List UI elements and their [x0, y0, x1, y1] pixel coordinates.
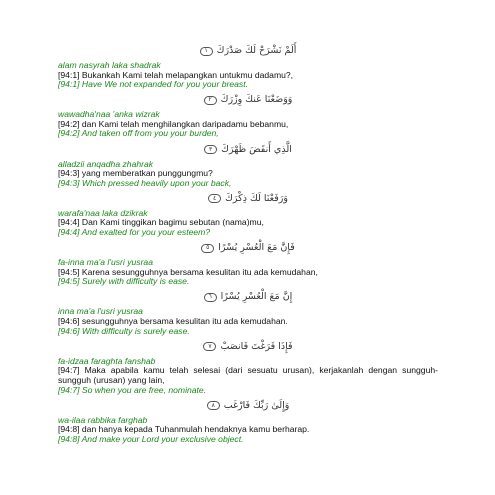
- verse-number-icon: ٣: [204, 145, 217, 154]
- arabic-line: [58, 241, 438, 255]
- arabic-line: [58, 44, 438, 58]
- indonesian-translation: [94:7] Maka apabila kamu telah selesai (dari sesuatu urusan), kerjakanlah dengan sungguh-sungguh (urusan) yang lain,: [58, 365, 438, 385]
- transliteration: warafa'naa laka dzikrak: [58, 207, 148, 218]
- verse-number-icon: ٥: [201, 244, 214, 253]
- indonesian-translation: [94:8] dan hanya kepada Tuhanmulah hendaknya kamu berharap.: [58, 424, 310, 435]
- english-translation: [94:8] And make your Lord your exclusive object.: [58, 433, 244, 444]
- transliteration: fa-inna ma'a l'usri yusraa: [58, 257, 153, 268]
- arabic-text: وَوَضَعْنَا عَنكَ وِزْرَكَ: [220, 94, 293, 106]
- english-translation: [94:1] Have We not expanded for you your breast.: [58, 79, 248, 90]
- surah-document: [58, 44, 438, 448]
- transliteration: wa-ilaa rabbika farghab: [58, 414, 148, 425]
- arabic-line: [58, 399, 438, 413]
- indonesian-translation: [94:6] sesungguhnya bersama kesulitan itu ada kemudahan.: [58, 316, 288, 327]
- verse-94-1: [58, 44, 438, 93]
- arabic-text: فَإِنَّ مَعَ الْعُسْرِ يُسْرًا: [218, 242, 295, 254]
- arabic-text: فَإِذَا فَرَغْتَ فَانصَبْ: [220, 340, 293, 352]
- verse-number-icon: ٢: [204, 96, 217, 105]
- arabic-text: وَرَفَعْنَا لَكَ ذِكْرَكَ: [225, 192, 288, 204]
- transliteration: alam nasyrah laka shadrak: [58, 60, 161, 70]
- arabic-line: [58, 93, 438, 107]
- transliteration: inna ma'a l'usri yusraa: [58, 306, 143, 317]
- arabic-line: [58, 192, 438, 206]
- arabic-text: أَلَمْ نَشْرَحْ لَكَ صَدْرَكَ: [216, 45, 297, 56]
- arabic-line: [58, 143, 438, 157]
- transliteration: fa-idzaa faraghta fanshab: [58, 355, 156, 366]
- verse-number-icon: ٤: [208, 194, 221, 203]
- arabic-line: [58, 340, 438, 354]
- verse-94-6: [58, 290, 438, 339]
- verse-94-7: [58, 340, 438, 399]
- verse-94-5: [58, 241, 438, 290]
- transliteration: alladzii anqadha zhahrak: [58, 158, 154, 169]
- verse-number-icon: ٨: [207, 401, 220, 410]
- english-translation: [94:7] So when you are free, nominate.: [58, 384, 207, 395]
- arabic-text: وَإِلَىٰ رَبِّكَ فَارْغَب: [223, 399, 290, 411]
- arabic-text: الَّذِي أَنقَضَ ظَهْرَكَ: [221, 143, 292, 155]
- verse-number-icon: ٦: [204, 293, 217, 302]
- indonesian-translation: [94:1] Bukankah Kami telah melapangkan untukmu dadamu?,: [58, 69, 294, 80]
- indonesian-translation: [94:3] yang memberatkan punggungmu?: [58, 168, 213, 179]
- verse-94-4: [58, 192, 438, 241]
- english-translation: [94:4] And exalted for you your esteem?: [58, 227, 211, 238]
- english-translation: [94:3] Which pressed heavily upon your back,: [58, 177, 232, 188]
- indonesian-translation: [94:2] dan Kami telah menghilangkan daripadamu bebanmu,: [58, 118, 289, 129]
- verse-94-2: [58, 93, 438, 142]
- english-translation: [94:6] With difficulty is surely ease.: [58, 325, 190, 336]
- verse-number-icon: ١: [200, 47, 213, 56]
- verse-94-3: [58, 143, 438, 192]
- verse-number-icon: ٧: [203, 342, 216, 351]
- english-translation: [94:2] And taken off from you your burden,: [58, 128, 219, 139]
- indonesian-translation: [94:5] Karena sesungguhnya bersama kesulitan itu ada kemudahan,: [58, 266, 318, 277]
- english-translation: [94:5] Surely with difficulty is ease.: [58, 276, 190, 287]
- arabic-line: [58, 290, 438, 304]
- indonesian-translation: [94:4] Dan Kami tinggikan bagimu sebutan (nama)mu,: [58, 217, 264, 228]
- transliteration: wawadha'naa 'anka wizrak: [58, 109, 160, 120]
- verse-94-8: [58, 399, 438, 448]
- arabic-text: إِنَّ مَعَ الْعُسْرِ يُسْرًا: [220, 291, 293, 303]
